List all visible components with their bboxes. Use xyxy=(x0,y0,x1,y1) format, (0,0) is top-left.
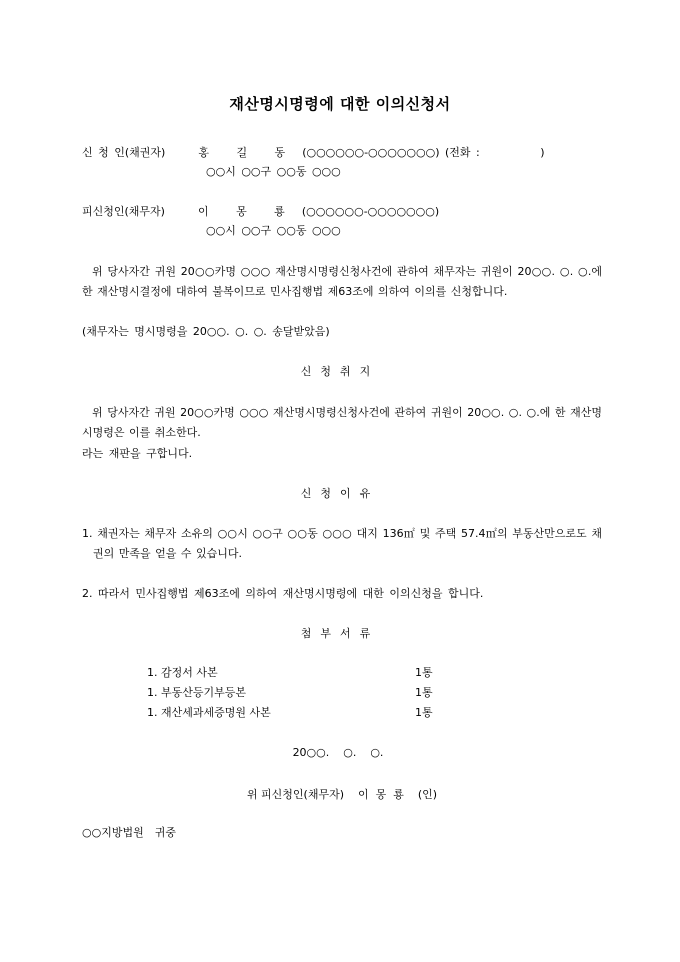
attachment-qty: 1통 xyxy=(415,666,433,679)
applicant-label: 신 청 인(채권자) xyxy=(82,146,166,159)
attachment-name: 1. 감정서 사본 xyxy=(147,666,218,679)
purpose-paragraph: 위 당사자간 귀원 20○○카명 ○○○ 재산명시명령신청사건에 관하여 귀원이 20○○. ○. ○.에 한 재산명시명령은 이를 취소한다. xyxy=(82,406,602,439)
attachments-heading: 첨부서류 xyxy=(300,627,380,640)
attachment-name: 1. 재산세과세증명원 사본 xyxy=(147,706,271,719)
respondent-name: 이 몽 룡 xyxy=(197,205,285,218)
respondent-label: 피신청인(채무자) xyxy=(82,205,165,218)
applicant-address: ○○시 ○○구 ○○동 ○○○ xyxy=(206,165,341,178)
attachment-qty: 1통 xyxy=(415,686,433,699)
respondent-address: ○○시 ○○구 ○○동 ○○○ xyxy=(206,224,341,237)
court-addressee: ○○지방법원 귀중 xyxy=(82,826,176,839)
reasons-heading: 신청이유 xyxy=(300,487,380,500)
respondent-id-number: (○○○○○○-○○○○○○○) xyxy=(301,205,440,218)
intro-paragraph: 위 당사자간 귀원 20○○카명 ○○○ 재산명시명령신청사건에 관하여 채무자는 귀원이 20○○. ○. ○.에 한 재산명시결정에 대하여 불복이므로 민사집행법 제63조에 의하여 이의를 신청합니다. xyxy=(82,265,602,298)
applicant-line xyxy=(82,146,545,160)
purpose-closing: 라는 재판을 구합니다. xyxy=(82,447,193,460)
reason-item-2: 2. 따라서 민사집행법 제63조에 의하여 재산명시명령에 대한 이의신청을 합니다. xyxy=(82,587,484,600)
signature-line: 위 피신청인(채무자) 이 몽 룡 (인) xyxy=(246,788,438,801)
document-title: 재산명시명령에 대한 이의신청서 xyxy=(229,95,451,113)
attachment-name: 1. 부동산등기부등본 xyxy=(147,686,246,699)
document-date: 20○○. ○. ○. xyxy=(292,746,384,759)
respondent-line xyxy=(82,205,439,219)
applicant-id-number: (○○○○○○-○○○○○○○) xyxy=(302,146,440,159)
attachment-qty: 1통 xyxy=(415,706,433,719)
purpose-heading: 신청취지 xyxy=(300,365,380,378)
applicant-phone: (전화 : ) xyxy=(445,146,545,159)
applicant-name: 홍 길 동 xyxy=(198,146,286,159)
intro-note: (채무자는 명시명령을 20○○. ○. ○. 송달받았음) xyxy=(82,325,330,338)
reason-item-1: 1. 채권자는 채무자 소유의 ○○시 ○○구 ○○동 ○○○ 대지 136㎡ 및 주택 57.4㎡의 부동산만으로도 채권의 만족을 얻을 수 있습니다. xyxy=(82,527,602,560)
